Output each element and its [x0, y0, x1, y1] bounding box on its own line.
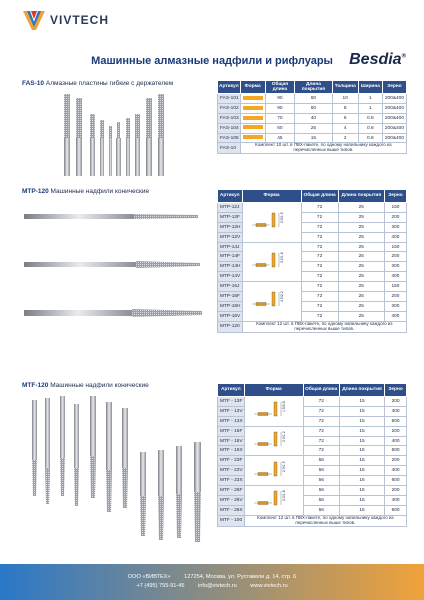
table-cell: 15: [339, 446, 384, 456]
table-cell: 10: [332, 94, 358, 104]
mtf-tools-illustration: [28, 396, 218, 556]
table-row: [218, 426, 407, 436]
table-row: [218, 486, 407, 496]
table-cell: 300: [384, 222, 406, 232]
col-coating-length: Длина покрытия: [339, 384, 384, 397]
table-cell: 0.8: [358, 123, 382, 133]
table-cell: MTF - 13X: [218, 416, 245, 426]
vivtech-logo-icon: [22, 8, 46, 32]
shape-dimension: 2.0/1.2: [281, 431, 286, 442]
col-grit: Зерно: [385, 384, 407, 397]
shape-diagram-icon: [246, 284, 298, 316]
table-cell: 25: [338, 242, 384, 252]
section-label-mtp: [22, 188, 149, 195]
shape-dimension: 1.5/0.8: [281, 401, 286, 413]
set-row: [218, 515, 407, 526]
table-cell: 600: [385, 446, 407, 456]
col-width: Ширина: [358, 81, 382, 94]
table-cell: 25: [338, 222, 384, 232]
table-cell: MTF - 16F: [218, 426, 245, 436]
shape-diagram-cell: [244, 426, 303, 456]
section-code: MTF-120: [22, 382, 49, 389]
table-cell: 25: [338, 232, 384, 242]
table-cell: 72: [303, 416, 339, 426]
fas-spec-table: [217, 80, 407, 154]
shape-diagram-cell: [244, 397, 303, 427]
shape-swatch: [243, 116, 263, 120]
table-cell: 72: [303, 426, 339, 436]
table-row: [218, 94, 407, 104]
table-cell: 2: [332, 133, 358, 143]
table-cell: 56: [303, 495, 339, 505]
table-cell: 600: [385, 505, 407, 515]
table-cell: 56: [303, 466, 339, 476]
table-cell: 15: [339, 486, 384, 496]
table-cell: 72: [301, 222, 338, 232]
table-cell: MTF - 23F: [218, 456, 245, 466]
table-cell: FAS-105: [218, 133, 241, 143]
section-code: FAS-10: [22, 80, 45, 87]
col-article: Артикул: [218, 384, 245, 397]
table-cell: 15: [339, 505, 384, 515]
table-cell: 72: [303, 406, 339, 416]
shape-diagram-cell: [244, 456, 303, 486]
table-cell: MTP-12J: [218, 203, 243, 213]
table-cell: [240, 103, 265, 113]
fas-tools-illustration: [60, 92, 170, 180]
table-cell: 4: [332, 123, 358, 133]
table-cell: FAS-101: [218, 94, 241, 104]
shape-swatch: [243, 135, 263, 139]
footer-bar: [0, 564, 424, 600]
brand-mark: ®: [401, 53, 406, 60]
col-shape: Форма: [242, 190, 301, 203]
col-total-length: Общая длина: [265, 81, 295, 94]
section-description: Машинные надфили конические: [50, 382, 149, 389]
table-cell: 0.8: [358, 133, 382, 143]
table-cell: 200&400: [382, 133, 406, 143]
table-cell: 15: [339, 495, 384, 505]
table-cell: 0.8: [358, 113, 382, 123]
section-description: Алмазные пластины гибкие с держателем: [45, 80, 174, 87]
set-code: MTP-120: [218, 321, 243, 332]
col-shape: Форма: [240, 81, 265, 94]
set-note: Комплект 10 шт. в ПВХ-пакете, по одному напильнику каждого из перечисленных выше типов.: [240, 143, 406, 154]
table-cell: 25: [338, 282, 384, 292]
footer-line-1: [0, 574, 424, 580]
shape-diagram-cell: [242, 242, 301, 282]
table-cell: 45: [265, 133, 295, 143]
table-cell: 200: [384, 252, 406, 262]
table-cell: 300: [384, 262, 406, 272]
table-cell: 15: [339, 436, 384, 446]
table-row: [218, 282, 407, 292]
table-cell: MTP-14H: [218, 262, 243, 272]
shape-diagram-icon: [246, 205, 298, 237]
table-cell: MTP-16F: [218, 292, 243, 302]
col-total-length: Общая длина: [303, 384, 339, 397]
shape-diagram-icon: [248, 458, 300, 482]
shape-swatch: [243, 106, 263, 110]
shape-dimension: 3.0/1.8: [281, 490, 286, 502]
table-cell: MTF - 26V: [218, 495, 245, 505]
table-cell: 15: [339, 426, 384, 436]
col-total-length: Общая длина: [301, 190, 338, 203]
shape-diagram-icon: [248, 487, 300, 511]
table-cell: 400: [385, 406, 407, 416]
table-cell: [240, 123, 265, 133]
table-row: [218, 242, 407, 252]
shape-diagram-icon: [248, 428, 300, 452]
table-cell: 72: [301, 292, 338, 302]
table-cell: 400: [385, 466, 407, 476]
table-row: [218, 123, 407, 133]
table-cell: MTF - 23X: [218, 476, 245, 486]
table-cell: [240, 113, 265, 123]
shape-dimension: 2.5/1.5: [279, 212, 284, 224]
table-cell: 56: [303, 505, 339, 515]
table-cell: 72: [301, 272, 338, 282]
table-cell: 72: [301, 282, 338, 292]
table-cell: 150: [384, 282, 406, 292]
table-row: [218, 397, 407, 407]
table-cell: 200: [384, 292, 406, 302]
table-cell: 400: [385, 495, 407, 505]
table-cell: 400: [384, 232, 406, 242]
footer-email[interactable]: info@vivtech.ru: [198, 583, 237, 589]
table-cell: MTF - 23V: [218, 466, 245, 476]
shape-diagram-cell: [242, 282, 301, 322]
col-coating-length: Длина покрытия: [338, 190, 384, 203]
table-cell: 1: [358, 103, 382, 113]
table-cell: 56: [303, 456, 339, 466]
table-cell: 70: [265, 113, 295, 123]
table-cell: 25: [338, 252, 384, 262]
table-cell: 25: [338, 301, 384, 311]
table-cell: 72: [301, 232, 338, 242]
table-cell: MTF - 13V: [218, 406, 245, 416]
table-cell: MTP-16J: [218, 282, 243, 292]
mtp-spec-table: [217, 189, 407, 333]
section-description: Машинные надфили конические: [50, 188, 150, 195]
table-cell: 150: [384, 203, 406, 213]
table-cell: 25: [295, 123, 332, 133]
table-cell: 400: [384, 311, 406, 321]
set-row: [218, 143, 407, 154]
table-cell: 200&400: [382, 113, 406, 123]
table-cell: 1: [358, 94, 382, 104]
brand-text: Besdia: [349, 51, 402, 68]
footer-address: 127254, Москва, ул. Руставели д. 14, стр. 6: [184, 574, 297, 580]
shape-diagram-cell: [242, 203, 301, 243]
table-cell: 72: [301, 212, 338, 222]
table-cell: 200: [385, 426, 407, 436]
table-cell: 60: [295, 94, 332, 104]
table-cell: MTP-14F: [218, 252, 243, 262]
table-cell: 25: [338, 203, 384, 213]
set-code: FAS-10: [218, 143, 241, 154]
set-note: Комплект 12 шт. в ПВХ-пакете, по одному напильнику каждого из перечисленных выше типов.: [244, 515, 406, 526]
table-cell: 72: [303, 436, 339, 446]
table-cell: 15: [339, 406, 384, 416]
table-cell: 15: [339, 466, 384, 476]
table-cell: 15: [295, 133, 332, 143]
table-cell: 72: [303, 446, 339, 456]
table-cell: 25: [338, 292, 384, 302]
table-cell: 400: [385, 436, 407, 446]
table-cell: 15: [339, 416, 384, 426]
table-cell: MTP-12F: [218, 212, 243, 222]
table-cell: 72: [301, 252, 338, 262]
table-cell: 60: [265, 123, 295, 133]
table-cell: MTP-14J: [218, 242, 243, 252]
footer-phone[interactable]: +7 (495) 755-91-45: [136, 583, 185, 589]
mtp-tools-illustration: [20, 196, 210, 336]
table-cell: 200&400: [382, 123, 406, 133]
mtf-spec-table: [217, 383, 407, 527]
shape-dimension: 2.5/1.5: [281, 460, 286, 472]
table-row: [218, 203, 407, 213]
table-cell: FAS-104: [218, 123, 241, 133]
shape-dimension: 4.5/2.2: [279, 291, 284, 303]
table-cell: 72: [301, 203, 338, 213]
table-cell: MTP-16H: [218, 301, 243, 311]
section-code: MTP-120: [22, 188, 49, 195]
table-cell: 56: [303, 486, 339, 496]
table-cell: MTF - 16X: [218, 446, 245, 456]
table-cell: 72: [301, 311, 338, 321]
table-cell: FAS-102: [218, 103, 241, 113]
table-cell: 200: [385, 397, 407, 407]
table-cell: MTP-12H: [218, 222, 243, 232]
set-note: Комплект 12 шт. в ПВХ-пакете, по одному напильнику каждого из перечисленных выше типов.: [242, 321, 406, 332]
table-cell: 15: [339, 397, 384, 407]
col-grit: Зерно: [384, 190, 406, 203]
table-row: [218, 113, 407, 123]
table-cell: 200&400: [382, 94, 406, 104]
section-label-mtf: [22, 382, 149, 389]
shape-dimension: 3.2/1.8: [279, 252, 284, 263]
table-cell: MTF - 16V: [218, 436, 245, 446]
set-code: MTF - 100: [218, 515, 245, 526]
table-cell: 25: [338, 311, 384, 321]
col-article: Артикул: [218, 81, 241, 94]
table-cell: 56: [303, 476, 339, 486]
table-cell: 600: [385, 476, 407, 486]
table-cell: 72: [301, 242, 338, 252]
table-cell: [240, 94, 265, 104]
table-cell: MTF - 26X: [218, 505, 245, 515]
shape-swatch: [243, 96, 263, 100]
table-cell: MTP-14V: [218, 272, 243, 282]
table-cell: 200&400: [382, 103, 406, 113]
table-cell: 72: [301, 301, 338, 311]
table-cell: FAS-103: [218, 113, 241, 123]
footer-company: ООО «ВИВТЕХ»: [127, 574, 171, 580]
page-title: Машинные алмазные надфили и рифлуары: [91, 55, 333, 67]
table-cell: 90: [265, 103, 295, 113]
table-cell: 90: [265, 94, 295, 104]
table-cell: MTP-12V: [218, 232, 243, 242]
table-cell: 25: [338, 212, 384, 222]
table-cell: 300: [384, 301, 406, 311]
table-cell: 150: [384, 242, 406, 252]
table-cell: 60: [295, 103, 332, 113]
set-row: [218, 321, 407, 332]
table-row: [218, 456, 407, 466]
shape-diagram-icon: [248, 398, 300, 422]
table-cell: 25: [338, 272, 384, 282]
table-cell: MTP-16V: [218, 311, 243, 321]
table-cell: 6: [332, 113, 358, 123]
col-shape: Форма: [244, 384, 303, 397]
col-coating-length: Длина покрытия: [295, 81, 332, 94]
footer-line-2: [0, 583, 424, 589]
col-grit: Зерно: [382, 81, 406, 94]
table-cell: MTF - 26F: [218, 486, 245, 496]
table-cell: 25: [338, 262, 384, 272]
table-cell: 600: [385, 416, 407, 426]
company-logo: [22, 8, 112, 34]
table-cell: 72: [303, 397, 339, 407]
table-cell: MTF - 13F: [218, 397, 245, 407]
logo-text: VIVTECH: [50, 13, 110, 27]
table-cell: 200: [385, 456, 407, 466]
shape-diagram-icon: [246, 245, 298, 277]
table-cell: 40: [295, 113, 332, 123]
table-cell: 15: [339, 476, 384, 486]
brand-name: [349, 51, 406, 69]
table-cell: 400: [384, 272, 406, 282]
table-cell: 72: [301, 262, 338, 272]
table-cell: 15: [339, 456, 384, 466]
footer-site[interactable]: www.vivtech.ru: [250, 583, 288, 589]
col-article: Артикул: [218, 190, 243, 203]
table-cell: 200: [385, 486, 407, 496]
table-cell: 8: [332, 103, 358, 113]
table-cell: 200: [384, 212, 406, 222]
table-row: [218, 103, 407, 113]
shape-swatch: [243, 125, 263, 129]
col-thickness: Толщина: [332, 81, 358, 94]
shape-diagram-cell: [244, 486, 303, 516]
section-label-fas: [22, 80, 173, 87]
